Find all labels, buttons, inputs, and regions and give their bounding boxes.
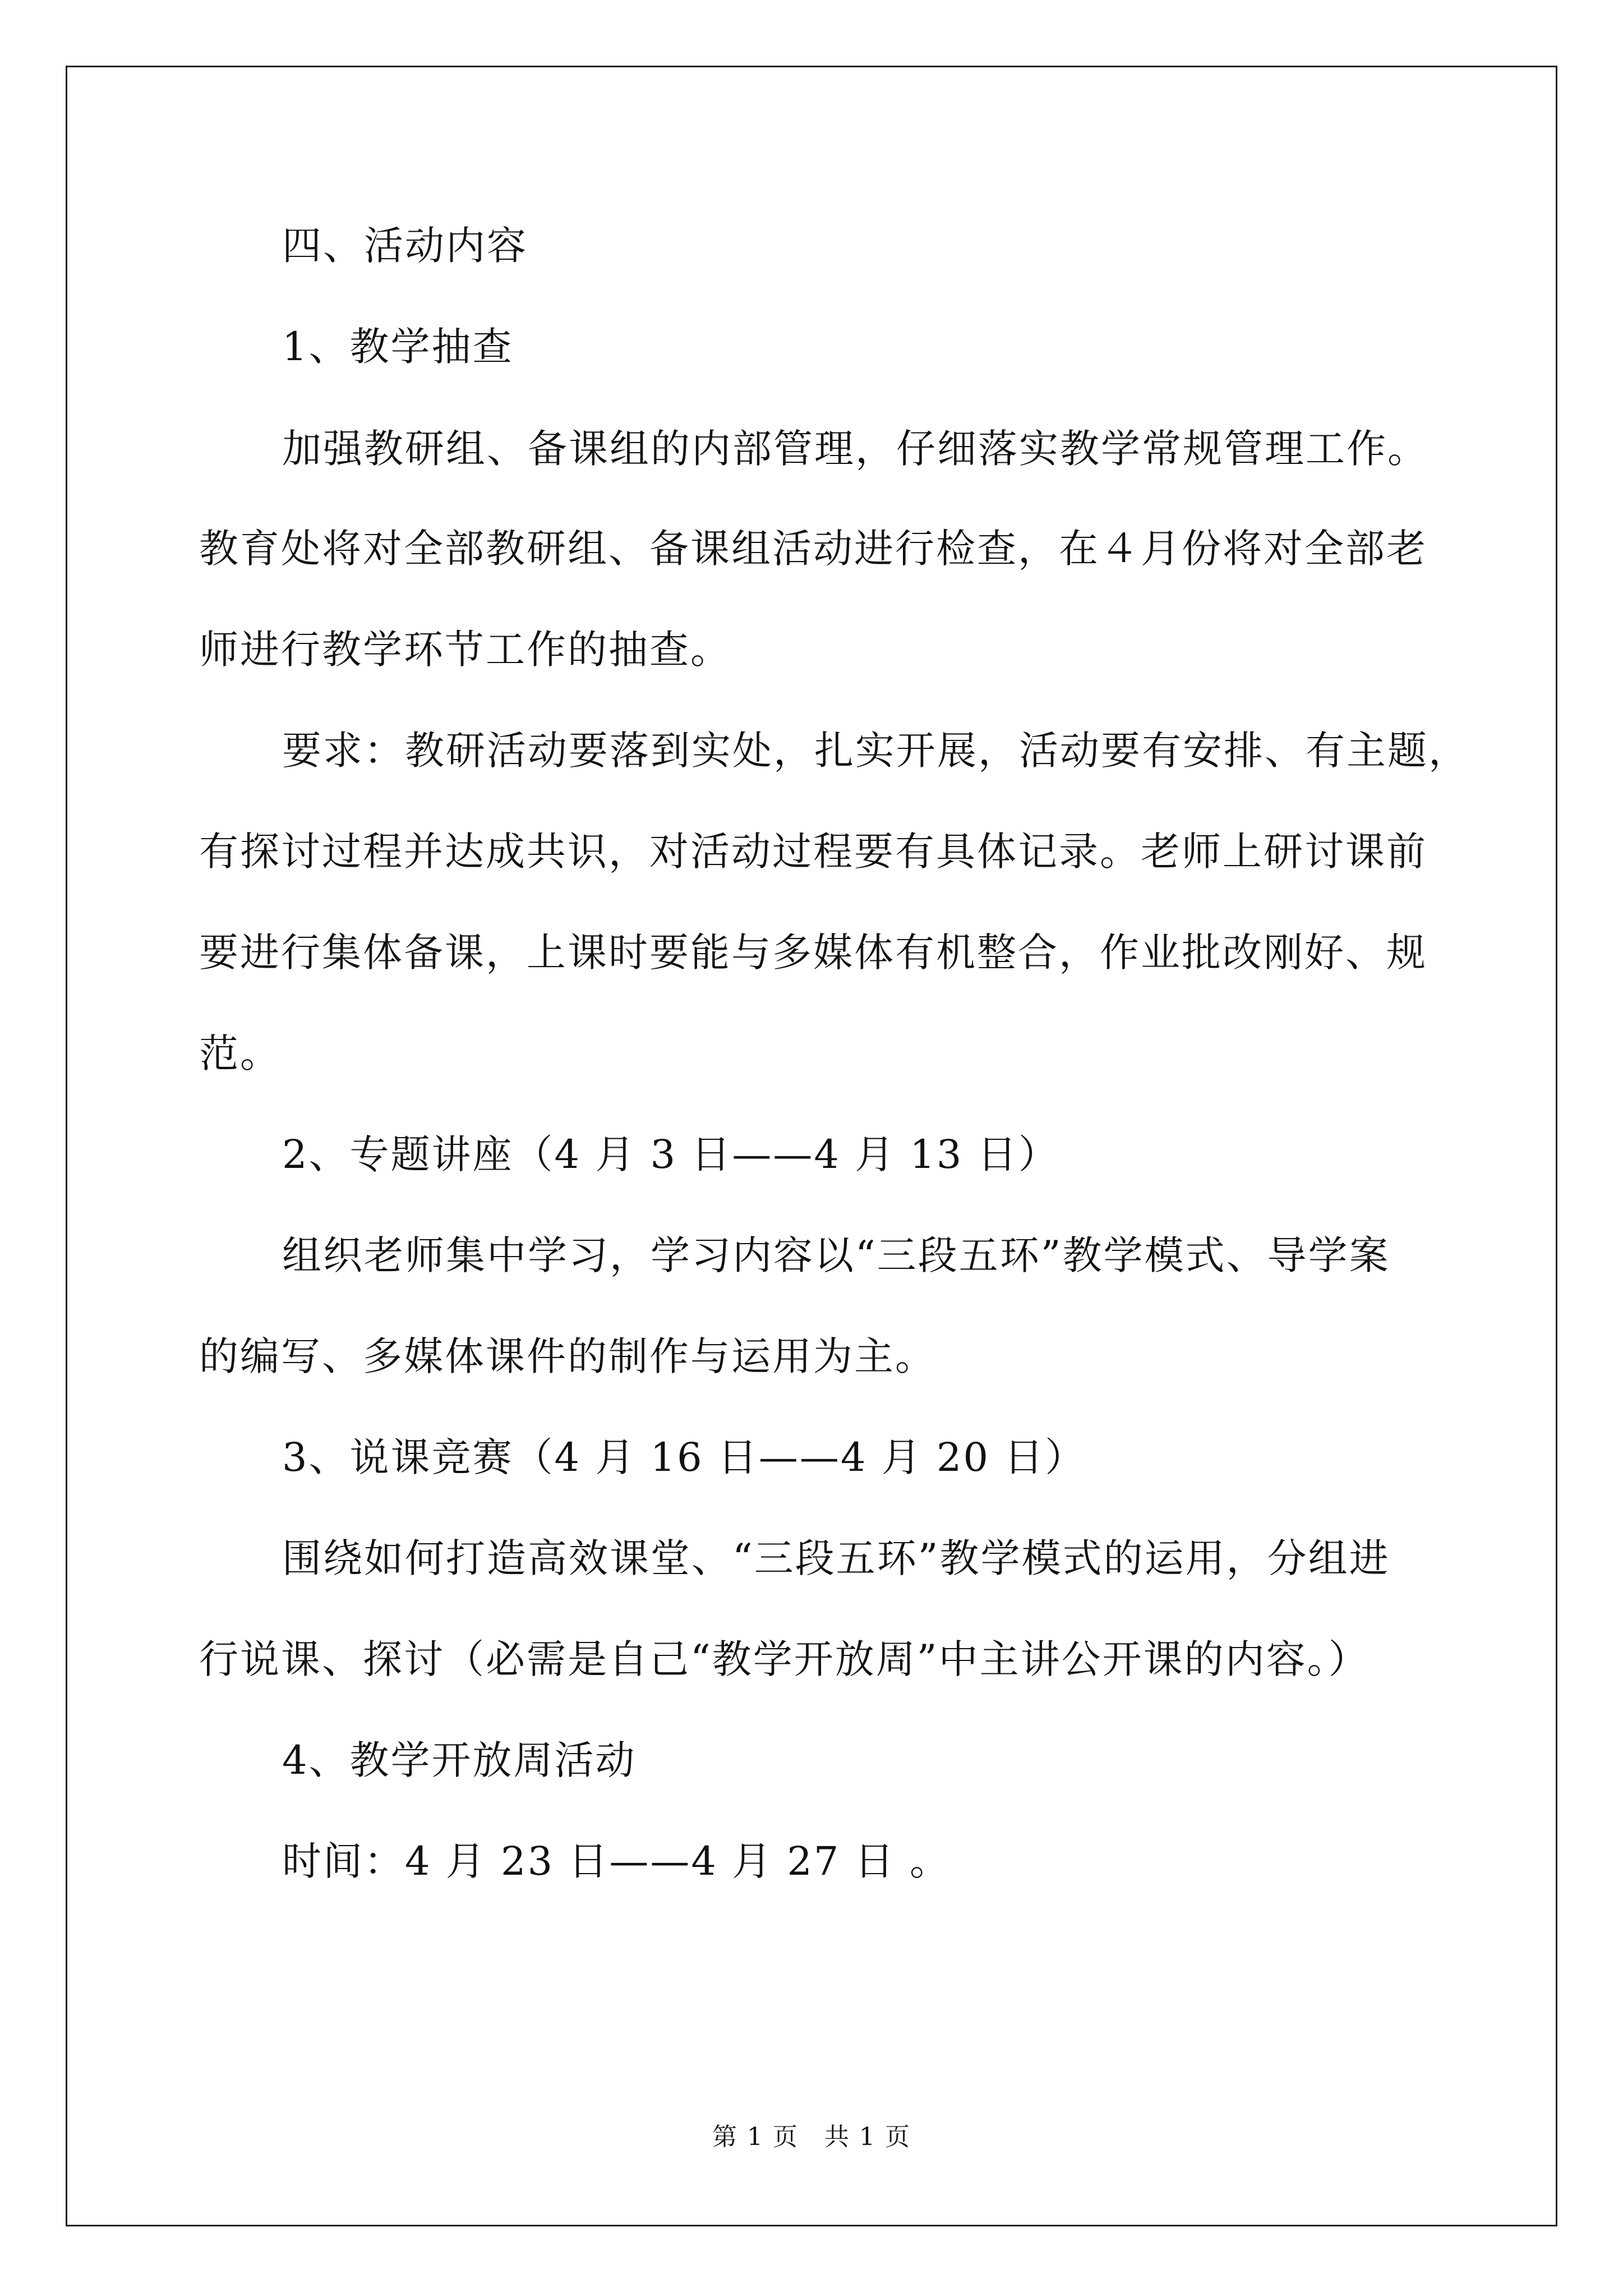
paragraph-line: 要进行集体备课，上课时要能与多媒体有机整合，作业批改刚好、规 [199,930,1427,976]
item-heading-teaching-inspection: 1、教学抽查 [282,324,514,370]
item-heading-lecture: 2、专题讲座（4 月 3 日——4 月 13 日） [282,1131,1059,1177]
paragraph-line: 的编写、多媒体课件的制作与运用为主。 [199,1333,936,1379]
paragraph-line: 有探讨过程并达成共识，对活动过程要有具体记录。老师上研讨课前 [199,829,1427,875]
item-heading-open-week: 4、教学开放周活动 [282,1737,637,1783]
paragraph-line: 行说课、探讨（必需是自己“教学开放周”中主讲公开课的内容。） [199,1636,1370,1682]
paragraph-line: 师进行教学环节工作的抽查。 [199,627,731,673]
paragraph-line: 教育处将对全部教研组、备课组活动进行检查，在４月份将对全部老 [199,526,1427,572]
item-heading-lesson-competition: 3、说课竞赛（4 月 16 日——4 月 20 日） [282,1434,1086,1480]
paragraph-line: 加强教研组、备课组的内部管理，仔细落实教学常规管理工作。 [282,426,1428,472]
page-number-footer: 第 1 页 共 1 页 [712,2123,911,2151]
paragraph-line: 时间：4 月 23 日——4 月 27 日 。 [282,1838,951,1884]
paragraph-line: 组织老师集中学习，学习内容以“三段五环”教学模式、导学案 [282,1232,1390,1278]
paragraph-line: 范。 [199,1030,281,1076]
section-heading-activity-content: 四、活动内容 [282,223,528,269]
paragraph-line: 围绕如何打造高效课堂、“三段五环”教学模式的运用，分组进 [282,1535,1390,1581]
paragraph-line: 要求：教研活动要落到实处，扎实开展，活动要有安排、有主题， [282,728,1469,774]
